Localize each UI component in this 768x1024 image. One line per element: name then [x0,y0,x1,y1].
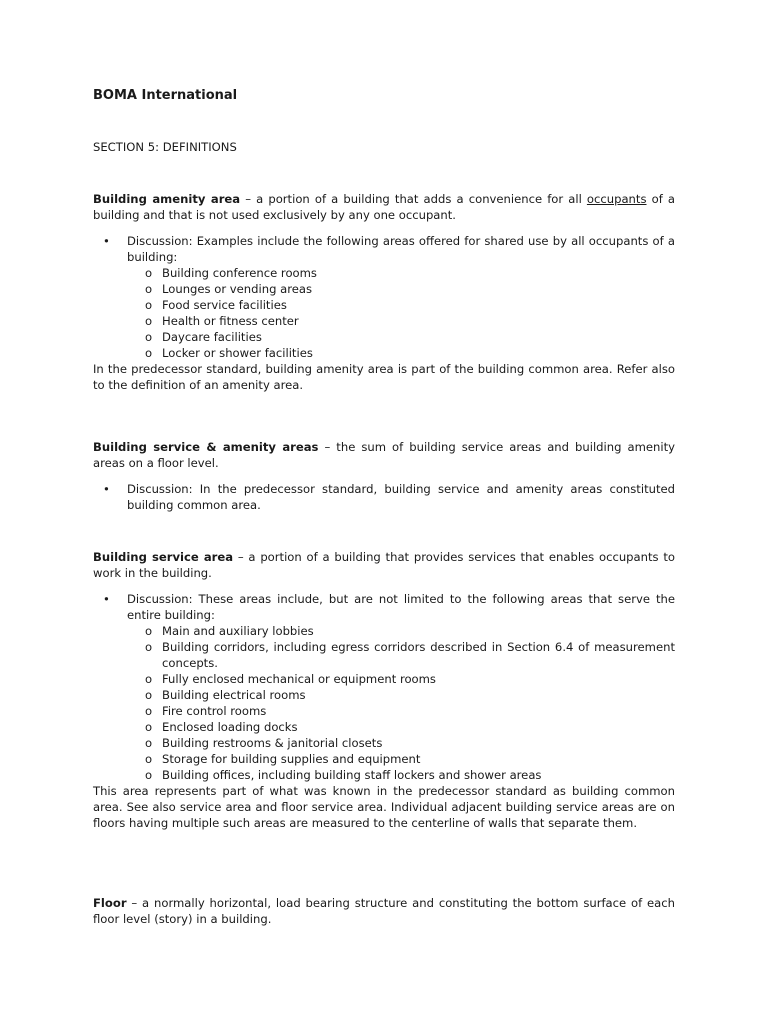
discussion-text: Discussion: These areas include, but are not limited to the following areas that serve the entire building: [127,592,675,622]
document-title: BOMA International [93,88,238,103]
circle-bullet-icon: o [145,624,153,638]
discussion-bullet [93,591,675,783]
section-heading: SECTION 5: DEFINITIONS [93,140,237,154]
list-item: o Daycare facilities [145,330,262,344]
circle-bullet-icon: o [145,346,153,360]
note-text: In the predecessor standard, building amenity area is part of the building common area. Refer also to the definition of an amenity area. [93,362,675,392]
bullet-icon: • [103,482,110,496]
list-item: o Health or fitness center [145,314,299,328]
definition-text [93,895,675,927]
circle-bullet-icon: o [145,298,153,312]
circle-bullet-icon: o [145,720,153,734]
discussion-text: Discussion: Examples include the following areas offered for shared use by all occupants of a building: [127,234,675,264]
list-item: o Fire control rooms [145,704,267,718]
occupants-link[interactable]: occupants [586,192,647,206]
circle-bullet-icon: o [145,704,153,718]
definition-body: – a normally horizontal, load bearing structure and constituting the bottom surface of each floor level (story) in a building. [93,896,675,926]
circle-bullet-icon: o [145,672,153,686]
definition-body: – a portion of a building that provides services that enables occupants to work in the building. [93,550,675,580]
sub-list [127,623,675,783]
discussion-bullet [93,233,675,361]
list-item: o Locker or shower facilities [145,346,313,360]
definition-body-cont: of a building and that is not used exclusively by any one occupant. [93,192,675,222]
list-item: o Main and auxiliary lobbies [145,624,314,638]
list-item: o Food service facilities [145,298,287,312]
circle-bullet-icon: o [145,688,153,702]
note-text: This area represents part of what was known in the predecessor standard as building common area. See also service area and floor service area. Individual adjacent building service areas are on floors having multiple such areas are measured to the centerline of walls that separate them. [93,784,675,830]
discussion-text: Discussion: In the predecessor standard, building service and amenity areas constituted building common area. [127,482,675,512]
bullet-icon: • [103,234,110,248]
definition-term: Building service area [93,550,234,564]
definition-term: Building amenity area [93,192,241,206]
definition-building-service-area [93,549,675,831]
circle-bullet-icon: o [145,266,153,280]
list-item: o Storage for building supplies and equipment [145,752,421,766]
definition-text [93,439,675,471]
definition-body: – a portion of a building that adds a convenience for all [240,192,587,206]
list-item: o Building restrooms & janitorial closets [145,736,383,750]
sub-list [127,265,675,361]
definition-text [93,549,675,581]
list-item: o Building conference rooms [145,266,317,280]
definition-term: Building service & amenity areas [93,440,319,454]
list-item: o Building electrical rooms [145,688,306,702]
definition-body: – the sum of building service areas and building amenity areas on a floor level. [93,440,675,470]
list-item: o Enclosed loading docks [145,720,298,734]
definition-building-service-amenity-areas [93,439,675,513]
definition-text [93,191,675,223]
circle-bullet-icon: o [145,330,153,344]
circle-bullet-icon: o [145,736,153,750]
list-item: o Building offices, including building staff lockers and shower areas [145,768,542,782]
list-item: o Building corridors, including egress corridors described in Section 6.4 of measurement concepts. [145,640,675,670]
definition-building-amenity-area [93,191,675,393]
circle-bullet-icon: o [145,282,153,296]
circle-bullet-icon: o [145,768,153,782]
discussion-bullet [93,481,675,513]
circle-bullet-icon: o [145,752,153,766]
circle-bullet-icon: o [145,314,153,328]
circle-bullet-icon: o [145,640,153,654]
definition-term: Floor [93,896,127,910]
bullet-icon: • [103,592,110,606]
list-item: o Lounges or vending areas [145,282,313,296]
list-item: o Fully enclosed mechanical or equipment rooms [145,672,436,686]
definition-floor [93,895,675,927]
